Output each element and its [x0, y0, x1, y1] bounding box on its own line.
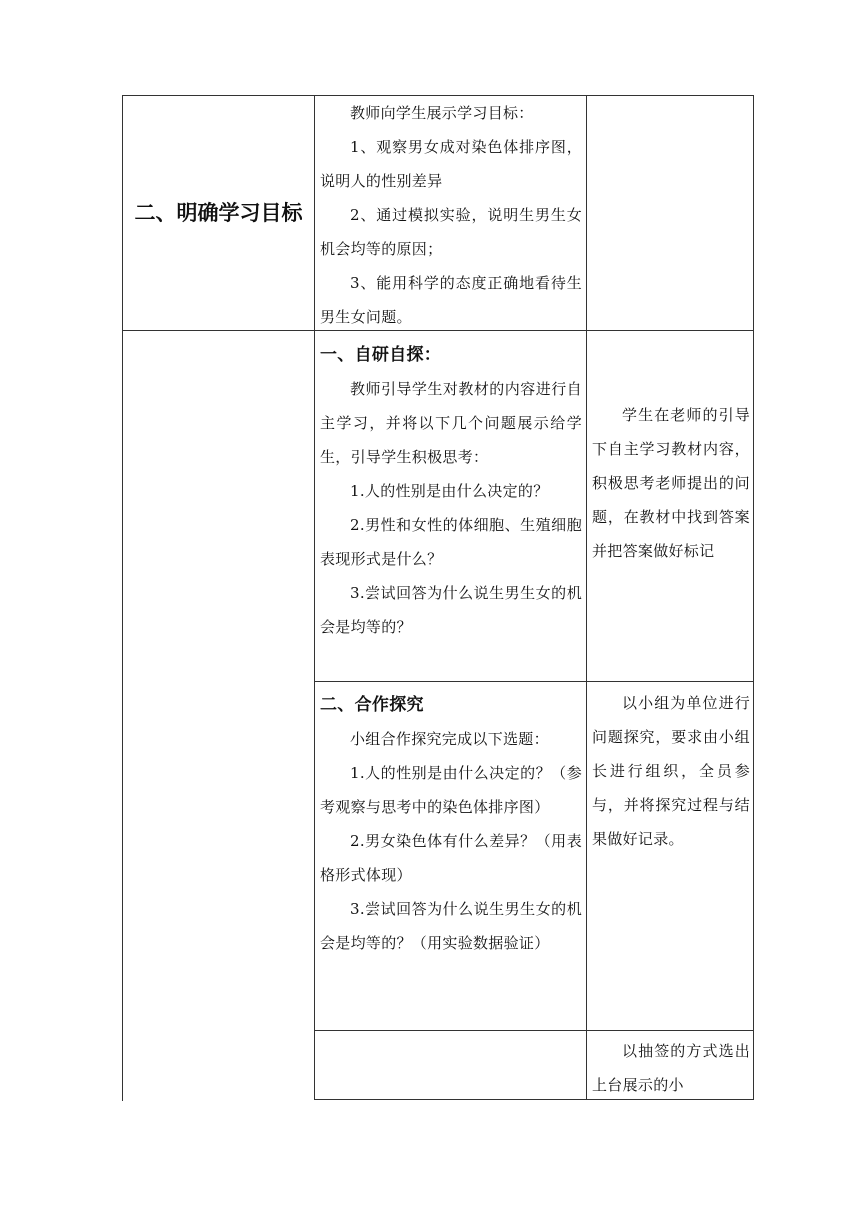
self-study-heading: 一、自研自探：	[320, 345, 442, 365]
cooperation-student-text: 以小组为单位进行问题探究，要求由小组长进行组织，全员参与，并将探究过程与结果做好记录。	[592, 694, 750, 848]
self-study-question-1: 1.人的性别是由什么决定的？	[350, 482, 549, 500]
goals-item-1: 1、观察男女成对染色体排序图，说明人的性别差异	[320, 138, 582, 190]
self-study-student-text: 学生在老师的引导下自主学习教材内容，积极思考老师提出的问题，在教材中找到答案并把答案做好标记	[592, 406, 750, 560]
cooperation-topic-2: 2.男女染色体有什么差异？（用表格形式体现）	[320, 832, 582, 884]
cooperation-student-cell	[592, 686, 750, 856]
cooperation-heading: 二、合作探究	[320, 695, 424, 715]
self-study-teacher-cell	[320, 338, 582, 644]
presentation-student-cell	[592, 1034, 750, 1098]
self-study-question-3: 3.尝试回答为什么说生男生女的机会是均等的？	[320, 584, 582, 636]
section-title-cell	[123, 96, 314, 330]
table-line	[753, 95, 754, 1100]
table-line	[314, 1099, 754, 1100]
goals-item-2: 2、通过模拟实验，说明生男生女机会均等的原因；	[320, 206, 582, 258]
cooperation-topic-3: 3.尝试回答为什么说生男生女的机会是均等的？（用实验数据验证）	[320, 900, 582, 952]
cooperation-intro: 小组合作探究完成以下选题：	[350, 730, 549, 748]
presentation-student-text: 以抽签的方式选出上台展示的小	[592, 1042, 750, 1094]
table-line	[314, 1030, 754, 1031]
self-study-question-2: 2.男性和女性的体细胞、生殖细胞表现形式是什么？	[320, 516, 582, 568]
goals-intro: 教师向学生展示学习目标：	[350, 104, 534, 122]
self-study-intro: 教师引导学生对教材的内容进行自主学习，并将以下几个问题展示给学生，引导学生积极思考：	[320, 380, 582, 466]
cooperation-teacher-cell	[320, 688, 582, 960]
table-line	[586, 95, 587, 1100]
table-line	[314, 95, 315, 1100]
table-line	[314, 681, 754, 682]
cooperation-topic-1: 1.人的性别是由什么决定的？（参考观察与思考中的染色体排序图）	[320, 764, 582, 816]
self-study-student-cell	[592, 398, 750, 568]
goals-teacher-cell	[320, 96, 582, 334]
goals-item-3: 3、能用科学的态度正确地看待生男生女问题。	[320, 274, 582, 326]
section-title: 二、明确学习目标	[134, 201, 303, 225]
